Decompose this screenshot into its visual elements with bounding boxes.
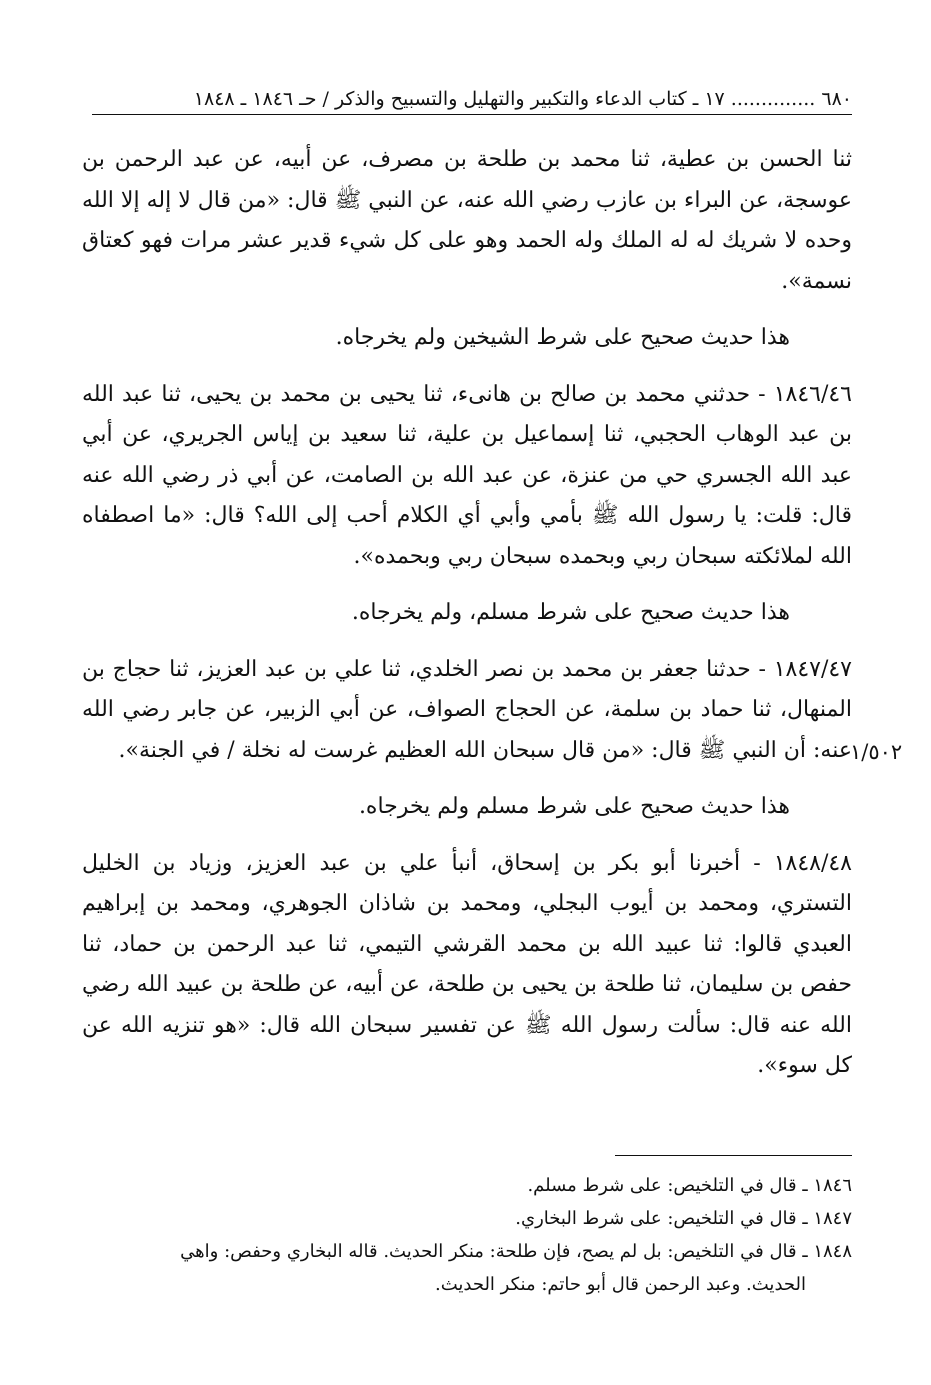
hadith-paragraph: ١٨٤٧/٤٧ - حدثنا جعفر بن محمد بن نصر الخلدي، ثنا علي بن عبد العزيز، ثنا حجاج بن المنهال، ثنا حماد بن سلمة، عن الحجاج الصواف، عن أبي الزبير، عن جابر رضي الله عنه: أن النبي ﷺ قال: «من قال سبحان الله العظيم غرست له نخلة / في الجنة». xyxy=(82,656,852,763)
footnote: ١٨٤٧ ـ قال في التلخيص: على شرط البخاري. xyxy=(515,1208,852,1229)
grading-note: هذا حديث صحيح على شرط الشيخين ولم يخرجاه. xyxy=(335,325,790,350)
header-rule xyxy=(92,114,852,115)
footnotes xyxy=(82,1172,852,1304)
grading-note: هذا حديث صحيح على شرط مسلم، ولم يخرجاه. xyxy=(351,600,790,625)
footnote: ١٨٤٦ ـ قال في التلخيص: على شرط مسلم. xyxy=(527,1175,852,1196)
hadith-paragraph: ١٨٤٨/٤٨ - أخبرنا أبو بكر بن إسحاق، أنبأ علي بن عبد العزيز، وزياد بن الخليل التستري، ومحمد بن أيوب البجلي، ومحمد بن شاذان الجوهري، ومحمد بن إبراهيم العبدي قالوا: ثنا عبيد الله بن محمد القرشي التيمي، ثنا عبد الرحمن بن حماد، ثنا حفص بن سليمان، ثنا طلحة بن يحيى بن طلحة، عن أبيه، عن طلحة بن عبيد الله رضي الله عنه قال: سألت رسول الله ﷺ عن تفسير سبحان الله قال: «هو تنزيه الله عن كل سوء». xyxy=(82,850,852,1078)
hadith-paragraph: ثنا الحسن بن عطية، ثنا محمد بن طلحة بن مصرف، عن أبيه، عن عبد الرحمن بن عوسجة، عن البراء بن عازب رضي الله عنه، عن النبي ﷺ قال: «من قال لا إله إلا الله وحده لا شريك له له الملك وله الحمد وهو على كل شيء قدير عشر مرات فهو كعتاق نسمة». xyxy=(82,147,852,294)
running-header: ٦٨٠ .............. ١٧ ـ كتاب الدعاء والتكبير والتهليل والتسبيح والذكر / حـ ١٨٤٦ ـ ١٨٤٨ xyxy=(193,88,852,110)
margin-page-reference: ١/٥٠٢ xyxy=(850,740,903,764)
grading-note: هذا حديث صحيح على شرط مسلم ولم يخرجاه. xyxy=(358,794,790,819)
footnote: ١٨٤٨ ـ قال في التلخيص: بل لم يصح، فإن طلحة: منكر الحديث. قاله البخاري وحفص: واهي xyxy=(180,1241,852,1262)
main-text xyxy=(82,140,852,1103)
hadith-paragraph: ١٨٤٦/٤٦ - حدثني محمد بن صالح بن هانىء، ثنا يحيى بن محمد بن يحيى، ثنا عبد الله بن عبد الوهاب الحجبي، ثنا إسماعيل بن علية، ثنا سعيد بن إياس الجريري، عن أبي عبد الله الجسري حي من عنزة، عن عبد الله بن الصامت، عن أبي ذر رضي الله عنه قال: قلت: يا رسول الله ﷺ بأمي وأبي أي الكلام أحب إلى الله؟ قال: «ما اصطفاه الله لملائكته سبحان ربي وبحمده سبحان ربي وبحمده». xyxy=(82,381,852,569)
footnote-rule xyxy=(615,1155,852,1156)
footnote-continuation: الحديث. وعبد الرحمن قال أبو حاتم: منكر الحديث. xyxy=(434,1274,806,1295)
